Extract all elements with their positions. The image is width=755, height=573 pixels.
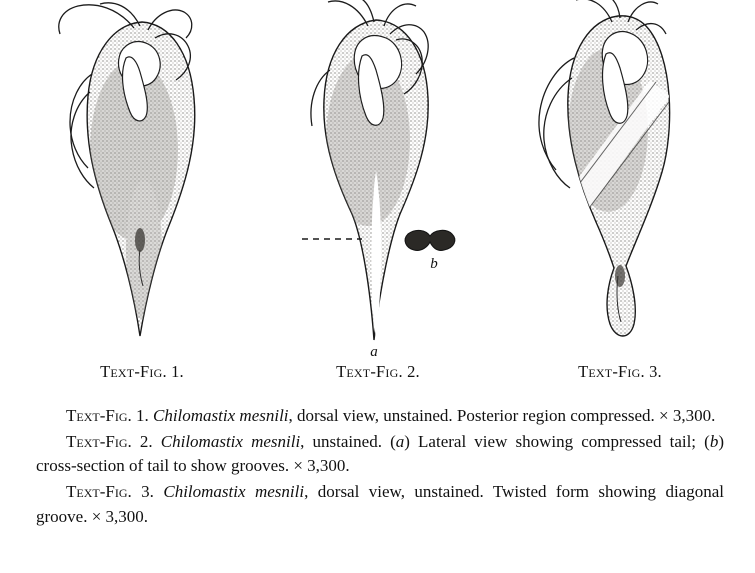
text-fig-1-caption: Text-Fig. 1. xyxy=(100,362,184,381)
figure-descriptions xyxy=(36,404,724,531)
description-2-sub-a: a xyxy=(395,432,405,452)
cross-section-inset xyxy=(405,230,455,250)
description-2-text-3: ) cross-section of tail to show grooves. xyxy=(36,432,724,476)
figure-captions-row xyxy=(0,362,755,392)
description-2-magnification: × 3,300. xyxy=(293,456,350,476)
description-3-label: Text-Fig. 3. xyxy=(66,482,154,502)
description-1-magnification: × 3,300. xyxy=(659,406,716,425)
text-fig-2-drawing xyxy=(258,0,498,360)
description-2-species: Chilomastix mesnili xyxy=(160,432,301,452)
description-3-magnification: × 3,300. xyxy=(91,506,149,526)
description-2-sub-b: b xyxy=(709,432,719,452)
description-1-label: Text-Fig. 1. xyxy=(66,406,149,425)
label-a: a xyxy=(370,344,378,360)
description-2-label: Text-Fig. 2. xyxy=(66,432,153,452)
description-fig-1 xyxy=(36,404,724,428)
description-3-text: , dorsal view, unstained. Twisted form showing diagonal groove. xyxy=(36,482,724,526)
text-fig-3-caption: Text-Fig. 3. xyxy=(578,362,662,381)
description-3-species: Chilomastix mesnili xyxy=(163,482,305,502)
description-2-text-1: , unstained. ( xyxy=(300,432,396,452)
description-2-text-2: ) Lateral view showing compressed tail; ( xyxy=(404,432,710,452)
text-fig-1-drawing xyxy=(22,0,262,360)
description-1-text: , dorsal view, unstained. Posterior region compressed. xyxy=(288,406,659,425)
text-fig-3-drawing xyxy=(500,0,740,360)
text-fig-2-caption: Text-Fig. 2. xyxy=(336,362,420,381)
description-fig-3 xyxy=(36,480,724,528)
description-fig-2 xyxy=(36,430,724,478)
description-1-species: Chilomastix mesnili xyxy=(153,406,289,425)
label-b: b xyxy=(430,256,438,272)
